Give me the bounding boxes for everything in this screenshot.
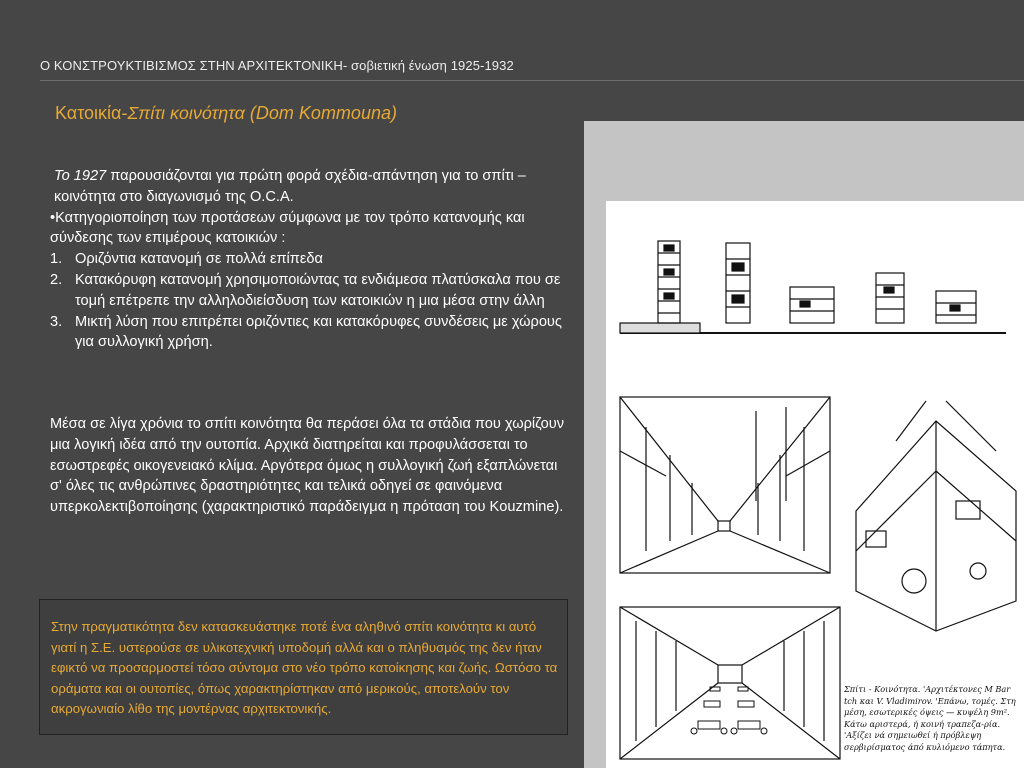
callout-box: Στην πραγματικότητα δεν κατασκευάστηκε ποτέ ένα αληθινό σπίτι κοινότητα κι αυτό γιατί η Σ.Ε. υστερούσε σε υλικοτεχνική υποδομή αλλά και ο πληθυσμός της δεν ήταν εφικτό να προσαρμοστεί τόσο σύντομα στο νέο τρόπο κατοίκησης και ζωής. Ωστόσο τα οράματα και οι ουτοπίες, όπως χαρακτηρίστηκαν από μερικούς, αποτελούν τον ακρογωνιαίο λίθο της μοντέρνας αρχιτεκτονικής. [39,599,568,735]
list-text: Οριζόντια κατανομή σε πολλά επίπεδα [75,251,323,268]
intro-text [50,166,565,353]
list-item [50,270,565,312]
slide-subtitle [55,103,397,124]
list-text: Κατακόρυφη κατανομή χρησιμοποιώντας τα ενδιάμεσα πλατύσκαλα που σε τομή επέτρεπε την αλληλοδιείσδυση των κατοικιών η μια μέσα στην άλλη [75,271,561,309]
list-item [50,312,565,354]
list-text: Μικτή λύση που επιτρέπει οριζόντιες και κατακόρυφες συνδέσεις με χώρους για συλλογική χρήση. [75,313,562,351]
list-number: 2. [50,271,63,288]
list-item [50,249,565,270]
architecture-figure [606,201,1024,768]
intro-bullet: •Κατηγοριοποίηση των προτάσεων σύμφωνα με τον τρόπο κατανομής και σύνδεσης των επιμέρους κατοικιών : [50,209,525,247]
slide-header: Ο ΚΟΝΣΤΡΟΥΚΤΙΒΙΣΜΟΣ ΣΤΗΝ ΑΡΧΙΤΕΚΤΟΝΙΚΗ- σοβιετική ένωση 1925-1932 [40,58,514,73]
intro-sentence: παρουσιάζονται για πρώτη φορά σχέδια-απάντηση για το σπίτι –κοινότητα στο διαγωνισμό της Ο.C.A. [54,168,526,205]
list-number: 3. [50,313,63,330]
header-divider [40,80,1024,81]
allocation-list [50,249,565,353]
main-paragraph: Μέσα σε λίγα χρόνια το σπίτι κοινότητα θα περάσει όλα τα στάδια που χωρίζουν μια λογική ιδέα από την ουτοπία. Αρχικά διατηρείται και προφυλάσσεται το εσωστρεφές οικογενειακό κλίμα. Αργότερα όμως η συλλογική ζωή εξαπλώνεται σ' όλες τις ανθρώπινες δραστηριότητες και τελικά οδηγεί σε φαινόμενα υπερκολεκτιβοποίησης (χαρακτηριστικό παράδειγμα η πρόταση του Kouzmine). [50,416,565,516]
subtitle-lead: Κατοικία- [55,103,128,123]
architectural-drawings [606,201,1024,768]
figure-caption: Σπίτι - Κοινότητα. 'Αρχιτέκτονες M Bar tch και V. Vladimirov. 'Επάνω, τομές. Στη μέση, εσωτερικές όψεις — κυψέλη 9m². Κάτω αριστερά, ή κοινή τραπεζα-ρία. 'Αξίζει νά σημειωθεί ή πρόβλεψη σερβιρίσματος άπό κυλιόμενο τάπητα. [844,684,1016,752]
intro-paragraph [50,166,565,208]
list-number: 1. [50,251,63,268]
intro-year: Το 1927 [54,168,107,184]
subtitle-italic: Σπίτι κοινότητα (Dom Kommouna) [127,103,397,123]
